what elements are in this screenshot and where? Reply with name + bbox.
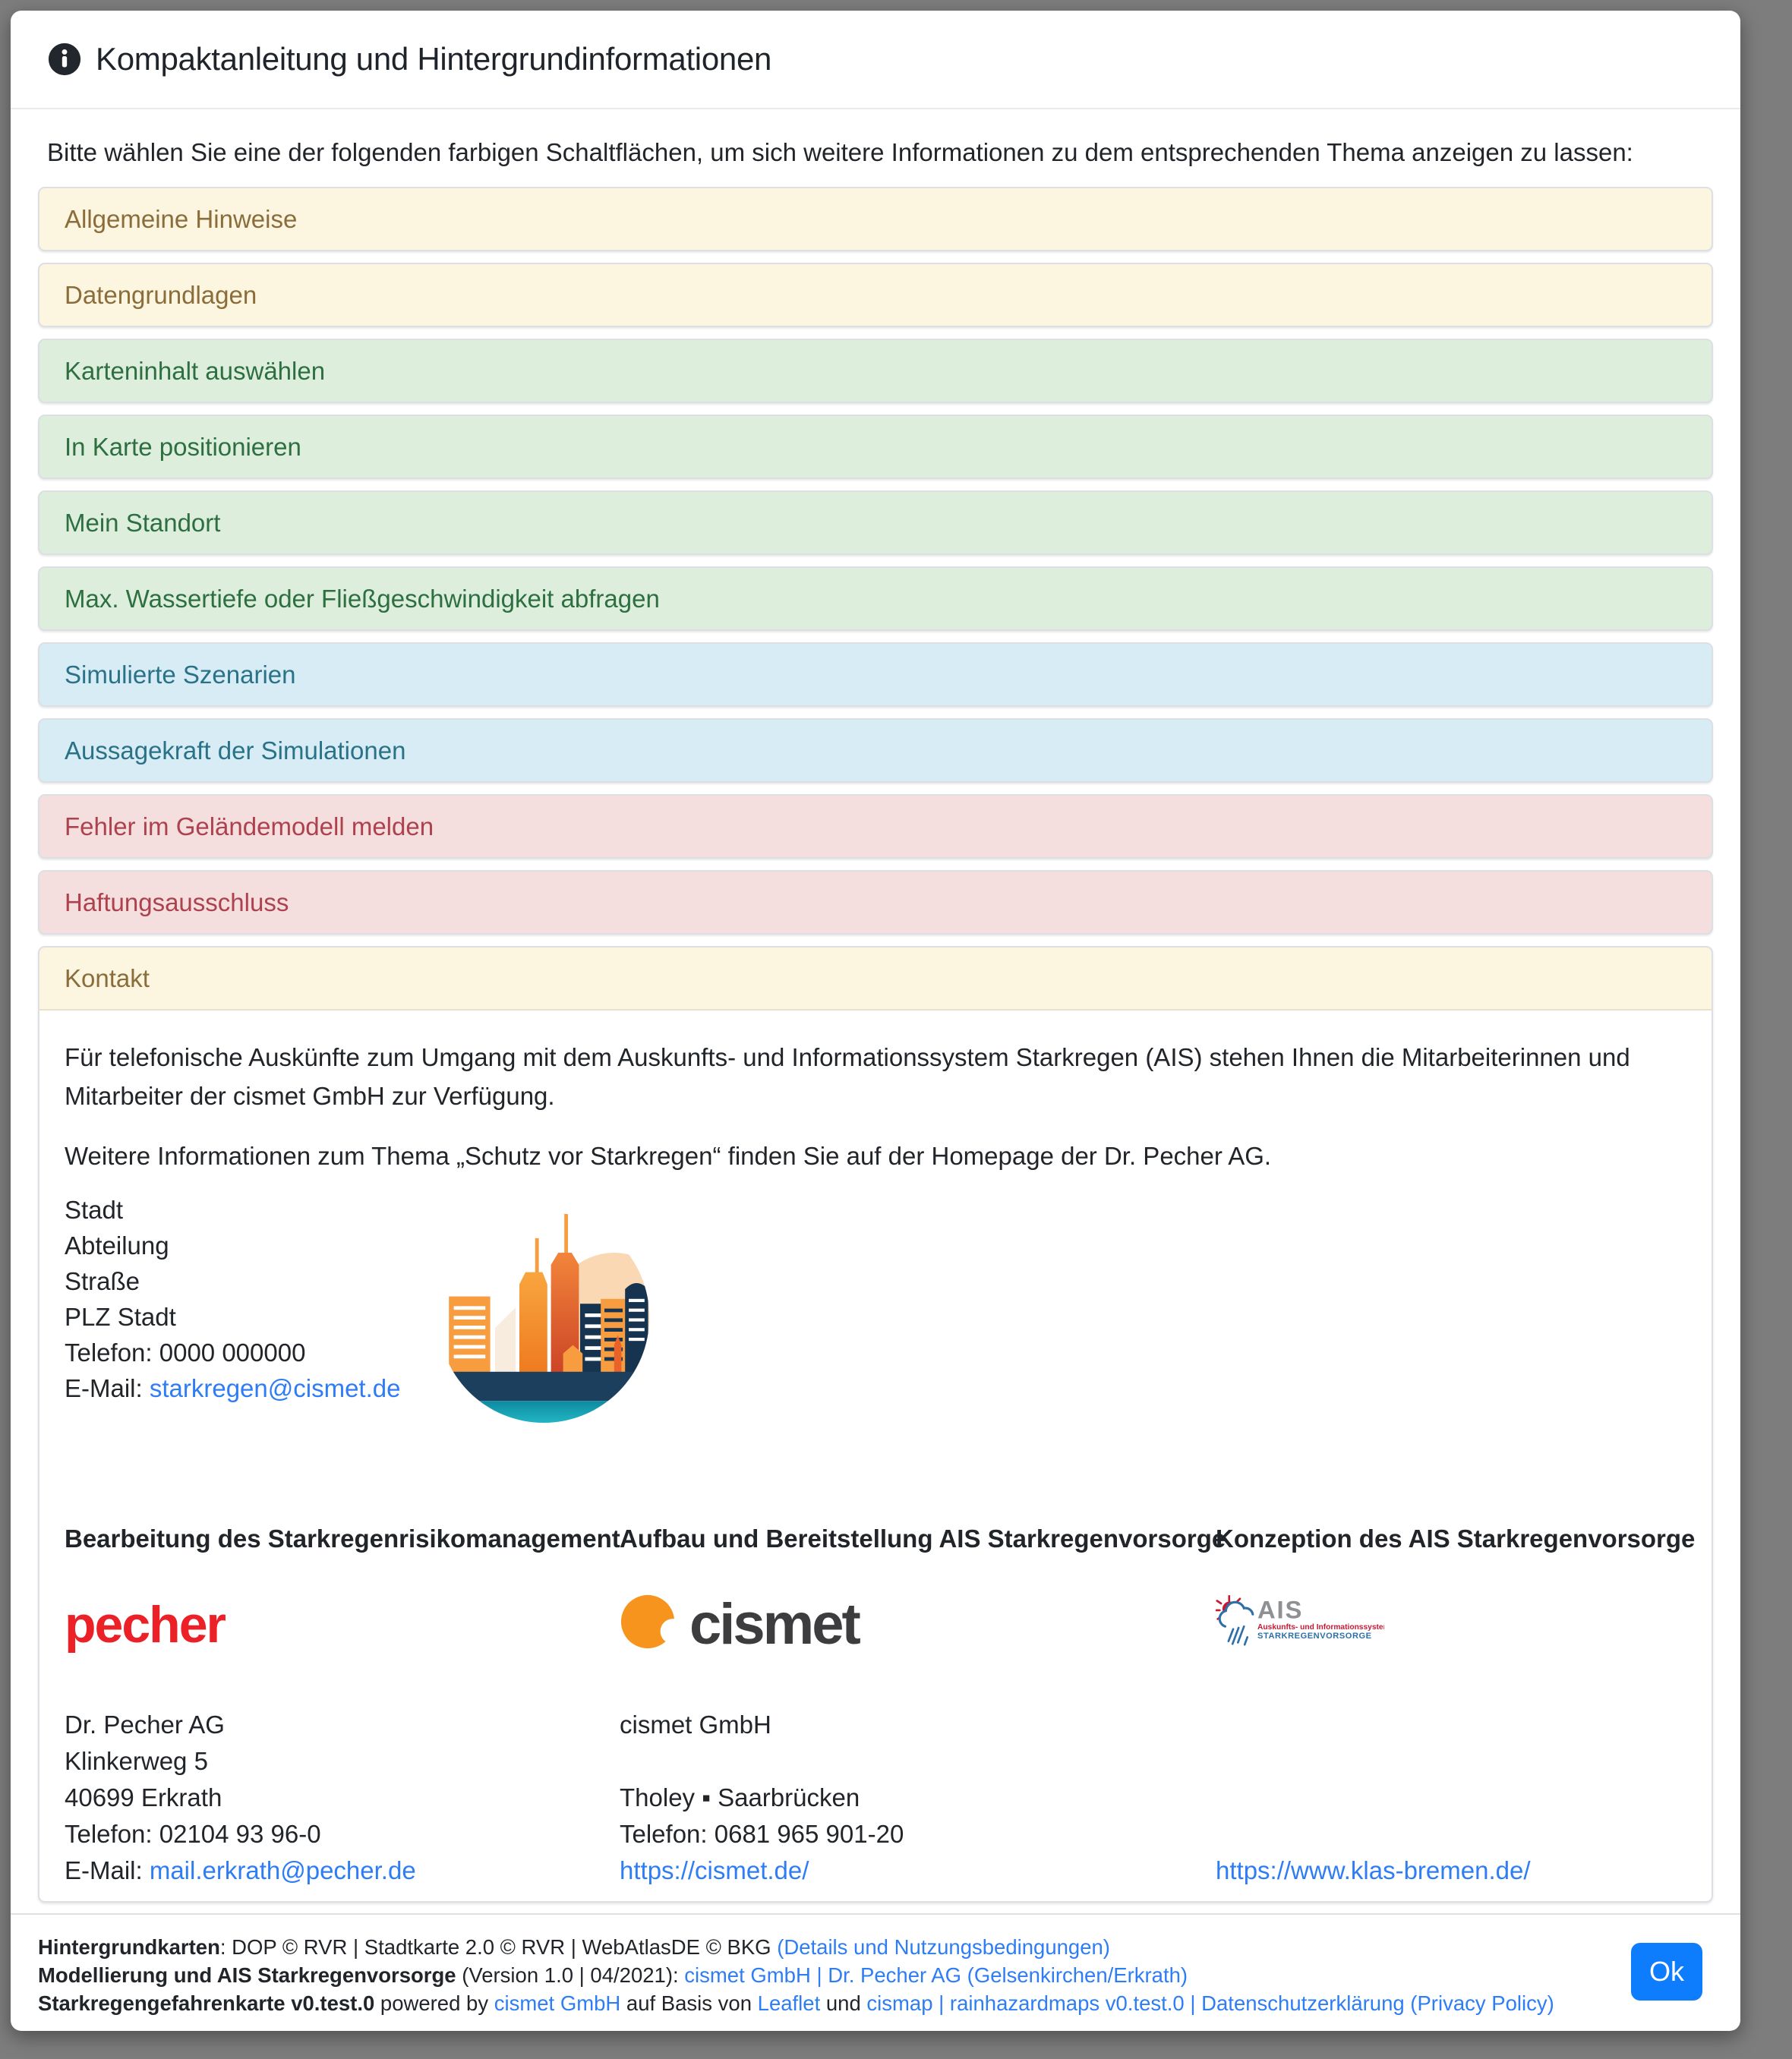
ais-logo-sub2: STARKREGENVORSORGE (1257, 1632, 1372, 1641)
address-email-line (65, 1370, 422, 1406)
cismet-url-link[interactable]: https://cismet.de/ (620, 1856, 809, 1885)
intro-text: Bitte wählen Sie eine der folgenden farbigen Schaltflächen, um sich weitere Informationen zu dem entsprechenden Thema anzeigen zu lassen: (47, 138, 1633, 166)
ok-button[interactable]: Ok (1631, 1943, 1702, 2001)
contact-line: cismet GmbH (620, 1711, 771, 1739)
cismet-powered-link[interactable]: cismet GmbH (494, 1991, 621, 2015)
dialog-footer (11, 1913, 1740, 2031)
city-skyline-logo (422, 1192, 665, 1435)
dialog-title: Kompaktanleitung und Hintergrundinformationen (96, 41, 772, 77)
contact-line: Dr. Pecher AG (65, 1711, 225, 1739)
section-haftungsausschluss[interactable] (38, 870, 1713, 935)
contact-email-line (65, 1852, 620, 1889)
info-circle-icon (47, 42, 82, 77)
section-datengrundlagen[interactable] (38, 263, 1713, 327)
contact-line: Tholey ▪ Saarbrücken (620, 1783, 860, 1812)
contact-line-blank (1216, 1743, 1686, 1780)
section-label: Max. Wassertiefe oder Fließgeschwindigkeit abfragen (65, 584, 660, 613)
kontakt-paragraph: Weitere Informationen zum Thema „Schutz vor Starkregen“ finden Sie auf der Homepage der Dr. Pecher AG. (65, 1142, 1272, 1171)
info-dialog (11, 11, 1740, 2031)
section-label: Fehler im Geländemodell melden (65, 812, 434, 840)
section-fehler-melden[interactable] (38, 794, 1713, 859)
address-line: PLZ Stadt (65, 1303, 176, 1332)
partner-contacts-row (65, 1707, 1686, 1889)
credit-heading: Konzeption des AIS Starkregenvorsorge (1216, 1525, 1696, 1553)
section-aussagekraft[interactable] (38, 718, 1713, 783)
email-label: E-Mail: (65, 1856, 150, 1885)
contact-line-blank (620, 1743, 1216, 1780)
terms-link[interactable]: (Details und Nutzungsbedingungen) (777, 1935, 1110, 1959)
address-line: Abteilung (65, 1231, 169, 1260)
section-mein-standort[interactable] (38, 490, 1713, 555)
section-max-wassertiefe[interactable] (38, 566, 1713, 631)
credit-heading: Aufbau und Bereitstellung AIS Starkregenvorsorge (620, 1525, 1226, 1553)
section-label: Simulierte Szenarien (65, 660, 296, 689)
contact-line-blank (1216, 1780, 1686, 1816)
klas-url-link[interactable]: https://www.klas-bremen.de/ (1216, 1856, 1531, 1885)
section-label: Mein Standort (65, 508, 221, 537)
leaflet-link[interactable]: Leaflet (757, 1991, 821, 2015)
cismet-footer-link[interactable]: cismet GmbH (684, 1963, 811, 1987)
ais-logo-sub1: Auskunfts- und Informationssystem (1257, 1623, 1384, 1632)
pecher-email-link[interactable]: mail.erkrath@pecher.de (149, 1856, 416, 1885)
section-label: In Karte positionieren (65, 432, 301, 461)
footer-bold: Starkregengefahrenkarte v0.test.0 (38, 1991, 375, 2015)
address-line: Straße (65, 1267, 140, 1296)
section-kontakt-card (38, 946, 1713, 1903)
ais-logo-title: AIS (1257, 1595, 1304, 1624)
ais-logo (1216, 1595, 1686, 1654)
privacy-policy-link[interactable]: Datenschutzerklärung (Privacy Policy) (1201, 1991, 1554, 2015)
kontakt-panel (38, 1011, 1713, 1903)
section-in-karte-positionieren[interactable] (38, 415, 1713, 479)
footer-line-modelling: Modellierung und AIS Starkregenvorsorge (Version 1.0 | 04/2021): cismet GmbH | Dr. Pecher AG (Gelsenkirchen/Erkrath) (38, 1963, 1188, 1987)
contact-url-line (620, 1852, 1216, 1889)
section-simulierte-szenarien[interactable] (38, 642, 1713, 707)
cismet-contact (620, 1707, 1216, 1889)
starkregen-email-link[interactable]: starkregen@cismet.de (149, 1374, 401, 1403)
cismet-logo (620, 1588, 1216, 1661)
pecher-logo: pecher (65, 1596, 225, 1654)
credits-heading-row (65, 1525, 1696, 1553)
klas-contact (1216, 1707, 1686, 1889)
pecher-footer-link[interactable]: Dr. Pecher AG (Gelsenkirchen/Erkrath) (828, 1963, 1188, 1987)
dialog-body (11, 138, 1740, 1903)
section-allgemeine-hinweise[interactable] (38, 187, 1713, 251)
section-label: Kontakt (65, 963, 150, 992)
cismap-link[interactable]: cismap | rainhazardmaps v0.test.0 (866, 1991, 1185, 2015)
contact-line-blank (1216, 1707, 1686, 1743)
section-karteninhalt-auswaehlen[interactable] (38, 339, 1713, 403)
footer-line-basemaps: Hintergrundkarten: DOP © RVR | Stadtkarte 2.0 © RVR | WebAtlasDE © BKG (Details und Nutzungsbedingungen) (38, 1935, 1110, 1959)
contact-line-blank (1216, 1816, 1686, 1852)
dialog-header (11, 11, 1740, 109)
address-line: Stadt (65, 1196, 124, 1225)
email-label: E-Mail: (65, 1374, 150, 1403)
kontakt-paragraph: Für telefonische Auskünfte zum Umgang mit dem Auskunfts- und Informationssystem Starkregen (AIS) stehen Ihnen die Mitarbeiterinnen und Mitarbeiter der cismet GmbH zur Verfügung. (65, 1043, 1630, 1111)
footer-line-app: Starkregengefahrenkarte v0.test.0 powered by cismet GmbH auf Basis von Leaflet und cismap | rainhazardmaps v0.test.0 | Datenschutzerklärung (Privacy Policy) (38, 1991, 1554, 2015)
credit-heading: Bearbeitung des Starkregenrisikomanagement (65, 1525, 620, 1553)
section-label: Haftungsausschluss (65, 888, 289, 916)
kontakt-address (65, 1192, 422, 1435)
contact-line: Telefon: 0681 965 901-20 (620, 1820, 904, 1849)
contact-line: 40699 Erkrath (65, 1783, 222, 1812)
contact-line: Klinkerweg 5 (65, 1747, 208, 1776)
address-line: Telefon: 0000 000000 (65, 1339, 306, 1367)
partner-logos-row (65, 1582, 1686, 1667)
cismet-logo-text: cismet (689, 1592, 859, 1657)
section-label: Aussagekraft der Simulationen (65, 736, 406, 765)
section-label: Datengrundlagen (65, 280, 257, 309)
pecher-contact (65, 1707, 620, 1889)
contact-url-line (1216, 1852, 1686, 1889)
footer-bold: Modellierung und AIS Starkregenvorsorge (38, 1963, 456, 1987)
section-kontakt[interactable] (38, 946, 1713, 1011)
kontakt-address-row (65, 1192, 1686, 1435)
cismet-logo-icon (620, 1588, 679, 1661)
section-label: Karteninhalt auswählen (65, 356, 326, 385)
contact-line: Telefon: 02104 93 96-0 (65, 1820, 321, 1849)
footer-bold: Hintergrundkarten (38, 1935, 220, 1959)
section-label: Allgemeine Hinweise (65, 204, 298, 233)
